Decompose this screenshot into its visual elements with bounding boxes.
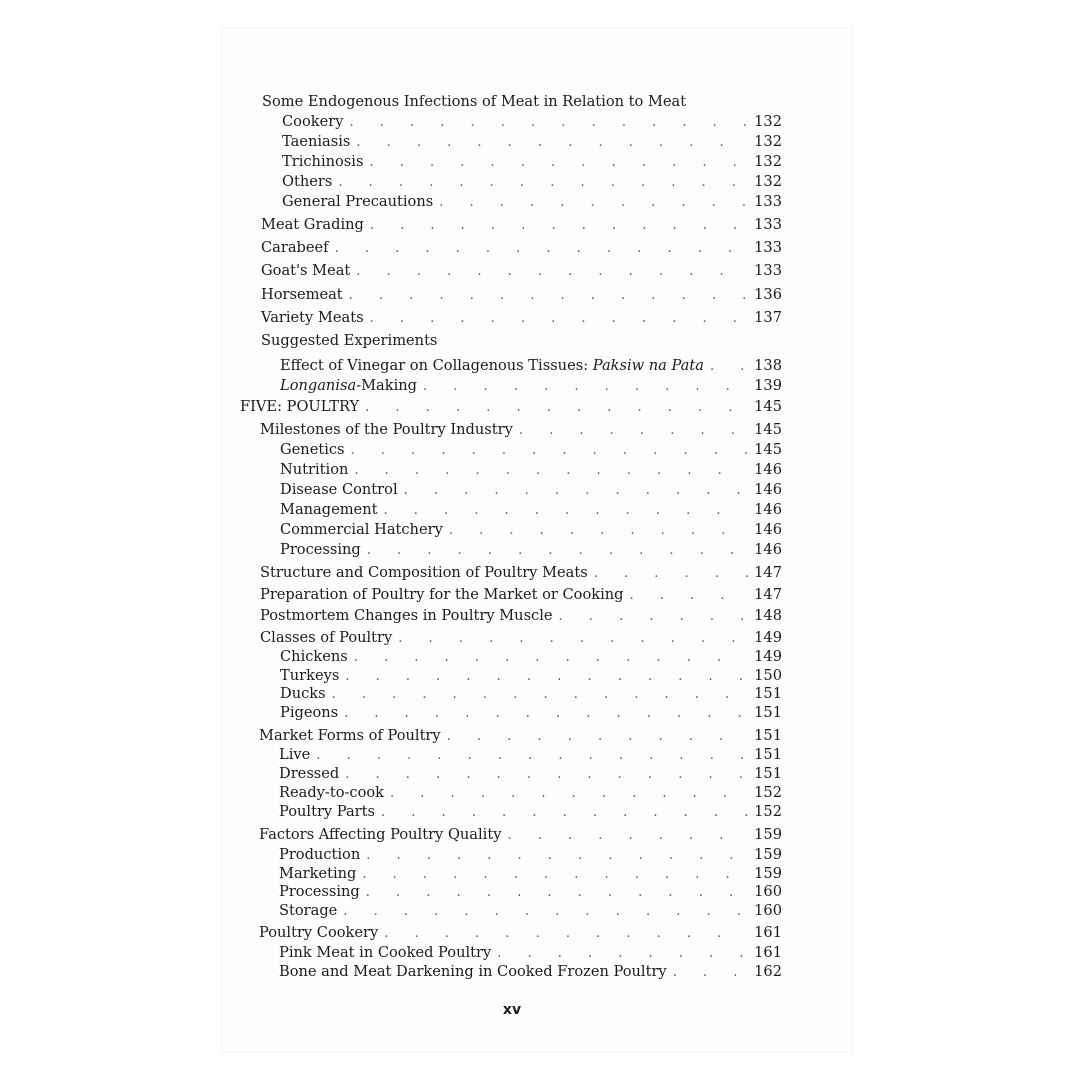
toc-entry-page: 146: [754, 461, 782, 478]
toc-entry-page: 151: [754, 727, 782, 744]
toc-entry-title: Carabeef: [261, 239, 329, 256]
toc-entry-title: FIVE: POULTRY: [240, 398, 360, 415]
toc-entry-title: Processing: [279, 883, 360, 900]
toc-entry: [279, 845, 782, 865]
toc-entry: [282, 192, 782, 212]
toc-entry-page: 161: [754, 924, 782, 941]
toc-entry-title: Pink Meat in Cooked Poultry: [279, 944, 492, 961]
toc-entry-page: 160: [754, 883, 782, 900]
toc-entry-title: Milestones of the Poultry Industry: [260, 421, 513, 438]
toc-entry: [260, 420, 782, 440]
toc-entry-title: Marketing: [279, 865, 357, 882]
toc-entry-title: Some Endogenous Infections of Meat in Relation to Meat: [262, 93, 687, 110]
toc-entry-title: Commercial Hatchery: [280, 521, 443, 538]
toc-entry-title: Others: [282, 173, 333, 190]
toc-entry-page: 145: [754, 441, 782, 458]
toc-entry: [282, 112, 782, 132]
toc-entry: [280, 440, 782, 460]
toc-entry-title: Variety Meats: [261, 309, 364, 326]
toc-entry: [261, 285, 782, 305]
toc-entry: [261, 331, 782, 351]
toc-entry-title: Ducks: [280, 685, 326, 702]
toc-entry-page: 149: [754, 629, 782, 646]
toc-entry-title: Nutrition: [280, 461, 349, 478]
toc-entry-page: 151: [754, 765, 782, 782]
toc-entry-page: 132: [754, 153, 782, 170]
toc-entry: [259, 825, 782, 845]
toc-entry-page: 132: [754, 173, 782, 190]
toc-entry-page: 151: [754, 704, 782, 721]
toc-entry-page: 137: [754, 309, 782, 326]
toc-entry-title: Poultry Parts: [279, 803, 375, 820]
toc-entry-title: Classes of Poultry: [260, 629, 393, 646]
toc-entry-page: 162: [754, 963, 782, 980]
toc-entry-title: Dressed: [279, 765, 340, 782]
toc-entry: [279, 802, 782, 822]
toc-entry-page: 145: [754, 398, 782, 415]
toc-entry-title: Genetics: [280, 441, 345, 458]
toc-entry-title: Effect of Vinegar on Collagenous Tissues: Paksiw na Pata: [280, 357, 704, 374]
toc-entry: [262, 92, 782, 112]
toc-entry: [259, 923, 782, 943]
toc-entry-page: 147: [754, 586, 782, 603]
toc-entry-page: 151: [754, 746, 782, 763]
toc-entry-page: 133: [754, 262, 782, 279]
toc-entry: [279, 864, 782, 884]
toc-entry: [282, 172, 782, 192]
toc-entry-title: Market Forms of Poultry: [259, 727, 441, 744]
toc-entry-page: 146: [754, 501, 782, 518]
toc-entry-page: 136: [754, 286, 782, 303]
toc-entry-page: 145: [754, 421, 782, 438]
toc-entry: [280, 356, 782, 376]
toc-entry-title: Turkeys: [280, 667, 340, 684]
toc-entry: [261, 238, 782, 258]
toc-entry-title: Live: [279, 746, 311, 763]
toc-entry-title: Management: [280, 501, 378, 518]
toc-entry-page: 146: [754, 521, 782, 538]
toc-chapter: [240, 397, 782, 417]
toc-entry: [260, 563, 782, 583]
toc-entry: [280, 666, 782, 686]
toc-entry-title: Storage: [279, 902, 338, 919]
toc-entry-title: Meat Grading: [261, 216, 364, 233]
toc-entry-page: 150: [754, 667, 782, 684]
toc-entry-page: 133: [754, 193, 782, 210]
toc-entry: [279, 943, 782, 963]
toc-entry-page: 161: [754, 944, 782, 961]
toc-entry-title: Longanisa-Making: [280, 377, 418, 394]
toc-entry-title: Structure and Composition of Poultry Meats: [260, 564, 588, 581]
toc-entry: [261, 308, 782, 328]
toc-entry-title: Factors Affecting Poultry Quality: [259, 826, 502, 843]
toc-entry-title: Cookery: [282, 113, 344, 130]
toc-entry-page: 159: [754, 846, 782, 863]
toc-entry-page: 152: [754, 803, 782, 820]
toc-entry: [282, 152, 782, 172]
toc-entry-title: Pigeons: [280, 704, 339, 721]
toc-entry-title: Production: [279, 846, 361, 863]
toc-entry-page: 133: [754, 216, 782, 233]
toc-entry-title: Postmortem Changes in Poultry Muscle: [260, 607, 553, 624]
toc-entry-page: 139: [754, 377, 782, 394]
toc-entry-page: 149: [754, 648, 782, 665]
toc-entry: [261, 215, 782, 235]
toc-entry: [280, 520, 782, 540]
toc-entry-page: 151: [754, 685, 782, 702]
toc-entry: [261, 261, 782, 281]
toc-entry: [260, 606, 782, 626]
toc-entry: [282, 132, 782, 152]
toc-entry: [260, 628, 782, 648]
toc-entry-title: Suggested Experiments: [261, 332, 438, 349]
toc-entry: [280, 703, 782, 723]
toc-entry-title: Processing: [280, 541, 361, 558]
toc-entry-page: 147: [754, 564, 782, 581]
toc-entry-title: General Precautions: [282, 193, 434, 210]
toc-entry-page: 146: [754, 541, 782, 558]
toc-entry-title: Preparation of Poultry for the Market or Cooking: [260, 586, 624, 603]
toc-entry-title: Goat's Meat: [261, 262, 351, 279]
page-folio: xv: [502, 1002, 522, 1018]
toc-entry-title: Poultry Cookery: [259, 924, 379, 941]
toc-entry-title: Ready-to-cook: [279, 784, 385, 801]
toc-entry: [280, 460, 782, 480]
toc-entry-title: Taeniasis: [282, 133, 351, 150]
toc-entry-title: Trichinosis: [282, 153, 364, 170]
toc-entry-page: 138: [754, 357, 782, 374]
toc-entry: [279, 783, 782, 803]
toc-entry-title: Disease Control: [280, 481, 398, 498]
toc-entry: [279, 901, 782, 921]
toc-entry: [279, 745, 782, 765]
toc-entry: [279, 882, 782, 902]
toc-entry: [279, 764, 782, 784]
toc-entry-title: Chickens: [280, 648, 348, 665]
toc-entry-page: 146: [754, 481, 782, 498]
toc-entry: [279, 962, 782, 982]
toc-entry: [280, 540, 782, 560]
toc-entry-page: 133: [754, 239, 782, 256]
toc-entry-page: 148: [754, 607, 782, 624]
toc-entry-page: 159: [754, 865, 782, 882]
toc-entry: [259, 726, 782, 746]
toc-entry: [260, 585, 782, 605]
toc-entry-page: 132: [754, 113, 782, 130]
toc-entry: [280, 684, 782, 704]
toc-entry: [280, 376, 782, 396]
toc-entry: [280, 480, 782, 500]
toc-entry-page: 152: [754, 784, 782, 801]
toc-entry: [280, 500, 782, 520]
toc-entry-page: 159: [754, 826, 782, 843]
toc-entry-title: Bone and Meat Darkening in Cooked Frozen Poultry: [279, 963, 667, 980]
toc-entry-page: 160: [754, 902, 782, 919]
toc-entry: [280, 647, 782, 667]
toc-entry-page: 132: [754, 133, 782, 150]
toc-entry-title: Horsemeat: [261, 286, 343, 303]
